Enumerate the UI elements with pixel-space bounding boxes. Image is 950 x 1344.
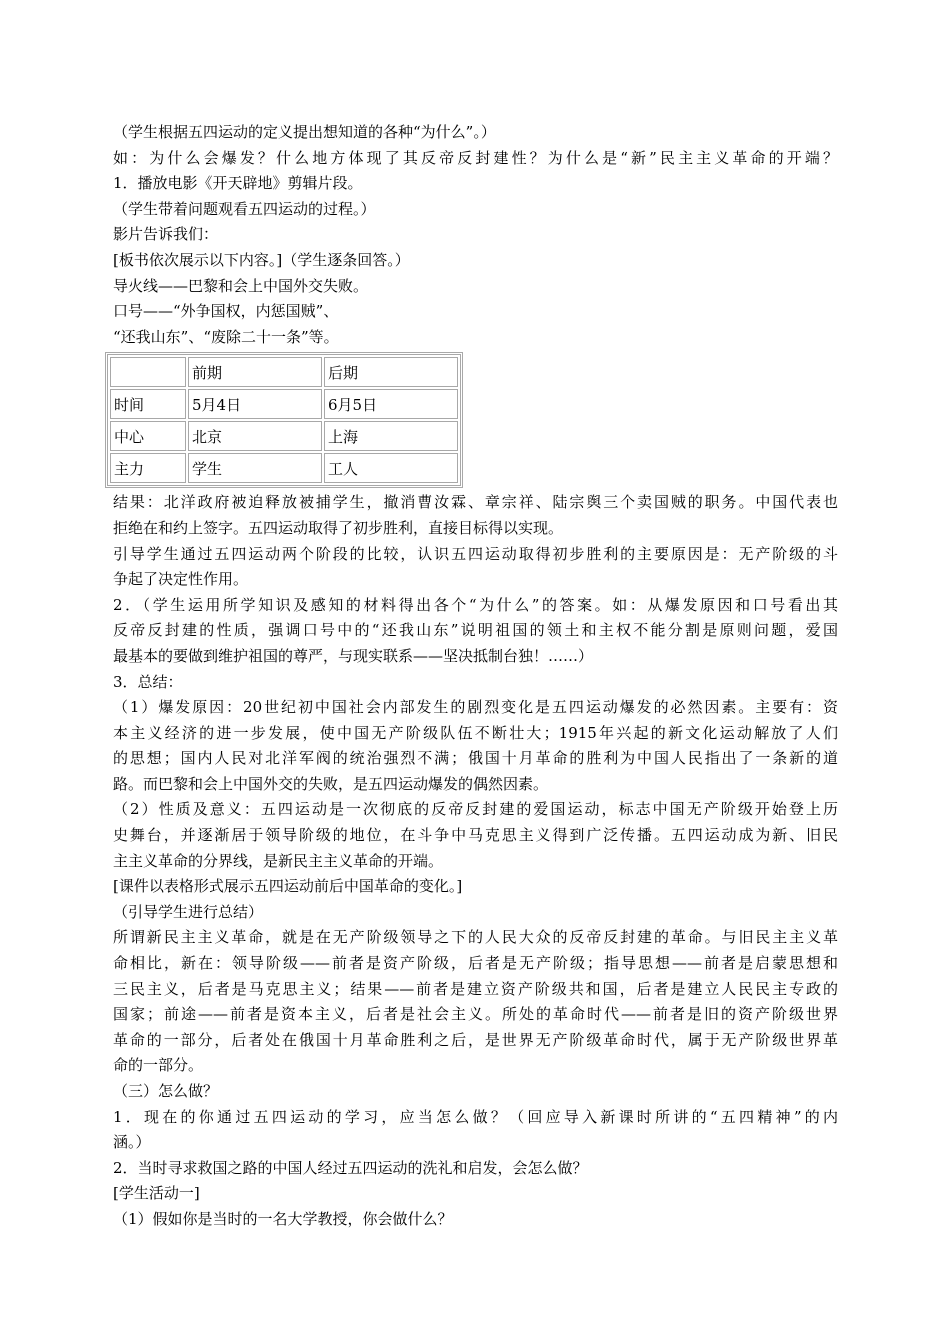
text-line: 争起了决定性作用。 — [113, 570, 249, 589]
text-line: （学生带着问题观看五四运动的过程。） — [113, 199, 376, 218]
text-block-bottom — [113, 490, 838, 1232]
table-cell: 前期 — [188, 357, 322, 387]
table-cell: 6月5日 — [324, 389, 458, 419]
text-line: （学生根据五四运动的定义提出想知道的各种“为什么”。） — [113, 123, 496, 141]
text-line: 本主义经济的进一步发展，使中国无产阶级队伍不断壮大；1915年兴起的新文化运动解放了人们 — [113, 723, 838, 742]
text-line: 3．总结： — [113, 672, 183, 691]
text-line: （三）怎么做？ — [113, 1082, 219, 1100]
text-line: 拒绝在和约上签字。五四运动取得了初步胜利，直接目标得以实现。 — [113, 518, 564, 537]
text-line: 的思想；国内人民对北洋军阀的统治强烈不满；俄国十月革命的胜利为中国人民指出了一条新的道 — [113, 749, 838, 768]
text-line: 国家；前途——前者是资本主义，后者是社会主义。所处的革命时代——前者是旧的资产阶级世界 — [113, 1005, 838, 1024]
text-line: 引导学生通过五四运动两个阶段的比较，认识五四运动取得初步胜利的主要原因是：无产阶级的斗 — [113, 544, 838, 563]
text-line: 1．现在的你通过五四运动的学习，应当怎么做？（回应导入新课时所讲的“五四精神”的内 — [113, 1107, 838, 1126]
table-cell: 时间 — [110, 389, 186, 419]
text-line: 2．当时寻求救国之路的中国人经过五四运动的洗礼和启发，会怎么做？ — [113, 1158, 588, 1177]
text-line: 三民主义，后者是马克思主义；结果——前者是建立资产阶级共和国，后者是建立人民民主专政的 — [113, 979, 838, 998]
text-line: “还我山东”、“废除二十一条”等。 — [113, 327, 339, 346]
document-page — [113, 120, 838, 1233]
comparison-table — [105, 352, 463, 488]
text-line: 路。而巴黎和会上中国外交的失败，是五四运动爆发的偶然因素。 — [113, 774, 549, 793]
text-line: 最基本的要做到维护祖国的尊严，与现实联系——坚决抵制台独！……） — [113, 646, 594, 665]
text-line: 口号——“外争国权，内惩国贼”、 — [113, 302, 339, 321]
table-cell: 学生 — [188, 453, 322, 483]
text-line: 导火线——巴黎和会上中国外交失败。 — [113, 276, 369, 295]
table-row — [110, 421, 458, 451]
text-line: 革命的一部分，后者处在俄国十月革命胜利之后，是世界无产阶级革命时代，属于无产阶级世界革 — [113, 1030, 838, 1049]
text-line: 影片告诉我们： — [113, 225, 219, 244]
text-block-top — [113, 120, 838, 350]
table-cell: 中心 — [110, 421, 186, 451]
text-line: （1）假如你是当时的一名大学教授，你会做什么？ — [113, 1209, 453, 1228]
table-row — [110, 453, 458, 483]
text-line: （1）爆发原因：20世纪初中国社会内部发生的剧烈变化是五四运动爆发的必然因素。主要有：资 — [113, 698, 838, 717]
text-line: 如：为什么会爆发？什么地方体现了其反帝反封建性？为什么是“新”民主主义革命的开端？ — [113, 148, 838, 167]
text-line: [课件以表格形式展示五四运动前后中国革命的变化。] — [113, 877, 463, 896]
text-line: [板书依次展示以下内容。]（学生逐条回答。） — [113, 250, 410, 269]
text-line: 2．（学生运用所学知识及感知的材料得出各个“为什么”的答案。如：从爆发原因和口号看出其 — [113, 595, 838, 614]
text-line: 主主义革命的分界线，是新民主主义革命的开端。 — [113, 851, 444, 870]
text-line: （引导学生进行总结） — [113, 902, 264, 921]
table-cell: 工人 — [324, 453, 458, 483]
text-line: 反帝反封建的性质，强调口号中的“还我山东”说明祖国的领土和主权不能分割是原则问题，爱国 — [113, 621, 838, 640]
text-line: 1．播放电影《开天辟地》剪辑片段。 — [113, 174, 363, 193]
text-line: 史舞台，并逐渐居于领导阶级的地位，在斗争中马克思主义得到广泛传播。五四运动成为新、旧民 — [113, 826, 838, 845]
table-cell: 北京 — [188, 421, 322, 451]
table-header-row — [110, 357, 458, 387]
text-line: 结果：北洋政府被迫释放被捕学生，撤消曹汝霖、章宗祥、陆宗舆三个卖国贼的职务。中国代表也 — [113, 493, 838, 512]
table-cell: 后期 — [324, 357, 458, 387]
table-cell: 上海 — [324, 421, 458, 451]
table-cell — [110, 357, 186, 387]
table-cell: 主力 — [110, 453, 186, 483]
text-line: [学生活动一] — [113, 1184, 200, 1203]
text-line: 命的一部分。 — [113, 1056, 204, 1075]
text-line: 命相比，新在：领导阶级——前者是资产阶级，后者是无产阶级；指导思想——前者是启蒙思想和 — [113, 954, 838, 973]
text-line: （2）性质及意义：五四运动是一次彻底的反帝反封建的爱国运动，标志中国无产阶级开始登上历 — [113, 800, 838, 819]
table-cell: 5月4日 — [188, 389, 322, 419]
text-line: 所谓新民主主义革命，就是在无产阶级领导之下的人民大众的反帝反封建的革命。与旧民主主义革 — [113, 928, 838, 947]
table-row — [110, 389, 458, 419]
text-line: 涵。） — [113, 1133, 151, 1152]
